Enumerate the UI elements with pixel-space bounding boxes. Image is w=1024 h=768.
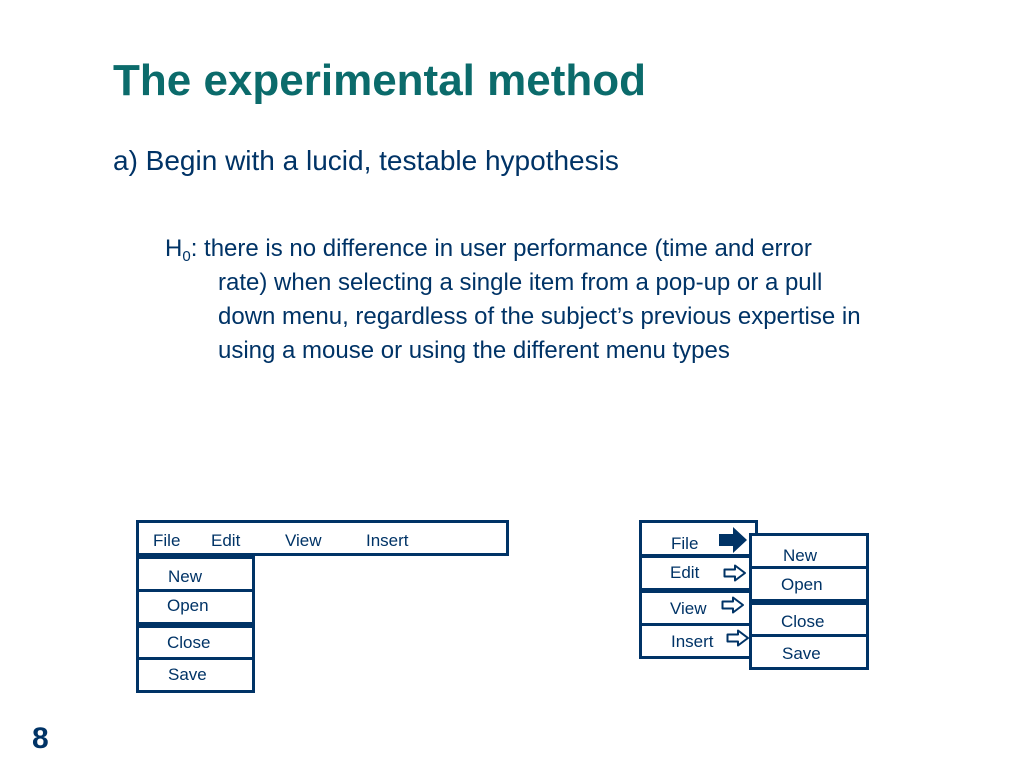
hypothesis-symbol: H	[165, 235, 183, 262]
slide-title: The experimental method	[113, 56, 647, 105]
popup-submenu-item-close: Close	[781, 612, 825, 631]
popup-menu-item-edit: Edit	[670, 563, 700, 582]
menubar-item-view: View	[285, 531, 322, 550]
hypothesis-subscript: 0	[182, 248, 191, 265]
pulldown-item-close: Close	[167, 633, 211, 652]
pulldown-item-new: New	[168, 567, 203, 586]
popup-submenu-item-new: New	[783, 546, 818, 565]
outline-arrow-icon	[723, 564, 747, 582]
popup-submenu-item-open: Open	[781, 575, 823, 594]
outline-arrow-icon	[726, 629, 750, 647]
hypothesis-line-3: down menu, regardless of the subject’s previous expertise in	[218, 303, 861, 330]
pulldown-menubar	[136, 520, 509, 556]
hypothesis-line-1	[165, 232, 995, 266]
page-number: 8	[32, 722, 49, 755]
pulldown-item-save: Save	[168, 665, 207, 684]
hypothesis-line-2: rate) when selecting a single item from a pop-up or a pull	[218, 269, 823, 296]
popup-menu-item-view: View	[670, 599, 707, 618]
outline-arrow-icon	[721, 596, 745, 614]
popup-submenu-item-save: Save	[782, 644, 821, 663]
menubar-item-file: File	[153, 531, 181, 550]
menubar-item-edit: Edit	[211, 531, 241, 550]
popup-menu-item-file: File	[671, 534, 699, 553]
hypothesis-line-1-text: : there is no difference in user performance (time and error	[190, 235, 812, 262]
hypothesis-text	[165, 232, 995, 368]
filled-arrow-icon	[719, 527, 747, 553]
hypothesis-line-4: using a mouse or using the different menu types	[218, 337, 730, 364]
pulldown-item-open: Open	[167, 596, 209, 615]
popup-menu-item-insert: Insert	[671, 632, 714, 651]
menubar-item-insert: Insert	[366, 531, 409, 550]
slide-subtitle: a) Begin with a lucid, testable hypothesis	[113, 145, 619, 176]
